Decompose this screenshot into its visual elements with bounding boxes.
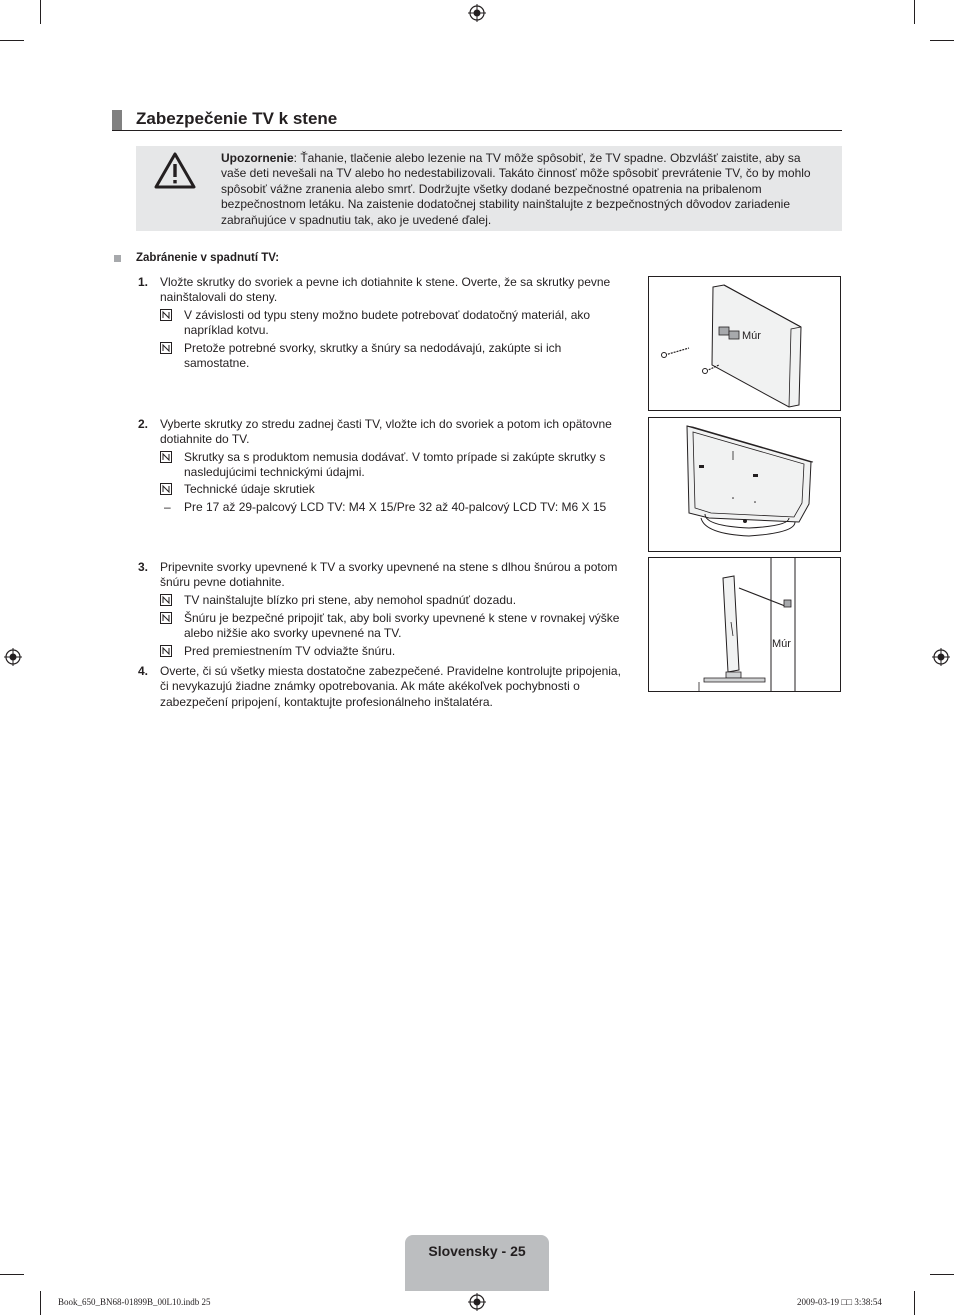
note-icon	[160, 612, 172, 624]
note-icon	[160, 451, 172, 463]
step-number: 3.	[138, 560, 149, 574]
note-text: Skrutky sa s produktom nemusia dodávať. V tomto prípade si zakúpte skrutky s nasledujúcimi technickými údajmi.	[184, 450, 606, 480]
section-title: Zabránenie v spadnutí TV:	[136, 252, 280, 264]
registration-mark-icon	[932, 648, 950, 666]
crop-mark	[0, 1274, 24, 1275]
note-text: Pred premiestnením TV odviažte šnúru.	[184, 644, 396, 658]
crop-mark	[914, 0, 915, 24]
dash-marker: –	[164, 500, 171, 514]
warning-label: Upozornenie	[221, 151, 294, 165]
step-number: 4.	[138, 664, 149, 678]
dash-item: Pre 17 až 29-palcový LCD TV: M4 X 15/Pre 32 až 40-palcový LCD TV: M6 X 15	[184, 500, 607, 514]
warning-text	[221, 151, 816, 228]
title-marker	[112, 110, 122, 131]
registration-mark-icon	[468, 1293, 486, 1311]
figure-tv-back	[648, 417, 841, 552]
note-text: Pretože potrebné svorky, skrutky a šnúry sa nedodávajú, zakúpte si ich samostatne.	[184, 341, 562, 371]
page-title: Zabezpečenie TV k stene	[136, 109, 338, 128]
wall-label: Múr	[742, 330, 761, 342]
wall-bracket-illustration	[649, 277, 840, 410]
step-text: Vyberte skrutky zo stredu zadnej časti TV, vložte ich do svoriek a potom ich opätovne dotiahnite do TV.	[160, 417, 612, 447]
step-text: Vložte skrutky do svoriek a pevne ich dotiahnite k stene. Overte, že sa skrutky pevne nainštalovali do steny.	[160, 275, 611, 305]
wall-label: Múr	[772, 638, 791, 650]
note-text: TV nainštalujte blízko pri stene, aby nemohol spadnúť dozadu.	[184, 593, 517, 607]
print-slug-right: 2009-03-19 □□ 3:38:54	[797, 1297, 882, 1307]
step-text: Overte, či sú všetky miesta dostatočne zabezpečené. Pravidelne kontrolujte pripojenia, či nevykazujú žiadne známky opotrebovania. Ak máte akékoľvek pochybnosti o zabezpečení pripojení, kontaktujte profesionálneho inštalatéra.	[160, 664, 621, 709]
note-text: V závislosti od typu steny možno budete potrebovať dodatočný materiál, ako napríklad kotvu.	[184, 308, 591, 338]
tv-side-illustration	[649, 558, 840, 691]
tv-back-illustration	[649, 418, 840, 551]
note-icon	[160, 309, 172, 321]
print-slug-left: Book_650_BN68-01899B_00L10.indb 25	[58, 1297, 211, 1307]
section-bullet	[114, 255, 121, 262]
crop-mark	[40, 1291, 41, 1315]
note-icon	[160, 483, 172, 495]
note-icon	[160, 594, 172, 606]
figure-tv-side	[648, 557, 841, 692]
crop-mark	[914, 1291, 915, 1315]
registration-mark-icon	[468, 4, 486, 22]
step-text: Pripevnite svorky upevnené k TV a svorky upevnené na stene s dlhou šnúrou a potom šnúru pevne dotiahnite.	[160, 560, 618, 590]
step-number: 1.	[138, 275, 149, 289]
step-number: 2.	[138, 417, 149, 431]
warning-body: : Ťahanie, tlačenie alebo lezenie na TV môže spôsobiť, že TV spadne. Obzvlášť zaistite, aby sa vaše deti nevešali na TV alebo ho nedestabilizovali. Takáto činnosť môže spôsobiť prevrátenie TV, čo by mohlo spôsobiť vážne zranenia alebo smrť. Dodržujte všetky dodané bezpečnostné opatrenia na pribalenom bezpečnostnom letáku. Na zaistenie dodatočnej stability nainštalujte z bezpečnostných dôvodov zariadenie zabraňujúce v spadnutiu tak, ako je uvedené ďalej.	[221, 151, 811, 227]
note-icon	[160, 342, 172, 354]
crop-mark	[40, 0, 41, 24]
crop-mark	[0, 40, 24, 41]
crop-mark	[930, 40, 954, 41]
title-rule	[112, 130, 842, 131]
warning-triangle-icon	[154, 152, 196, 190]
figure-wall-brackets	[648, 276, 841, 411]
note-text: Šnúru je bezpečné pripojiť tak, aby boli svorky upevnené k stene v rovnakej výške alebo nižšie ako svorky upevnené na TV.	[184, 611, 620, 641]
note-icon	[160, 645, 172, 657]
registration-mark-icon	[4, 648, 22, 666]
crop-mark	[930, 1274, 954, 1275]
page-number: Slovensky - 25	[428, 1243, 526, 1259]
note-text: Technické údaje skrutiek	[184, 482, 315, 496]
